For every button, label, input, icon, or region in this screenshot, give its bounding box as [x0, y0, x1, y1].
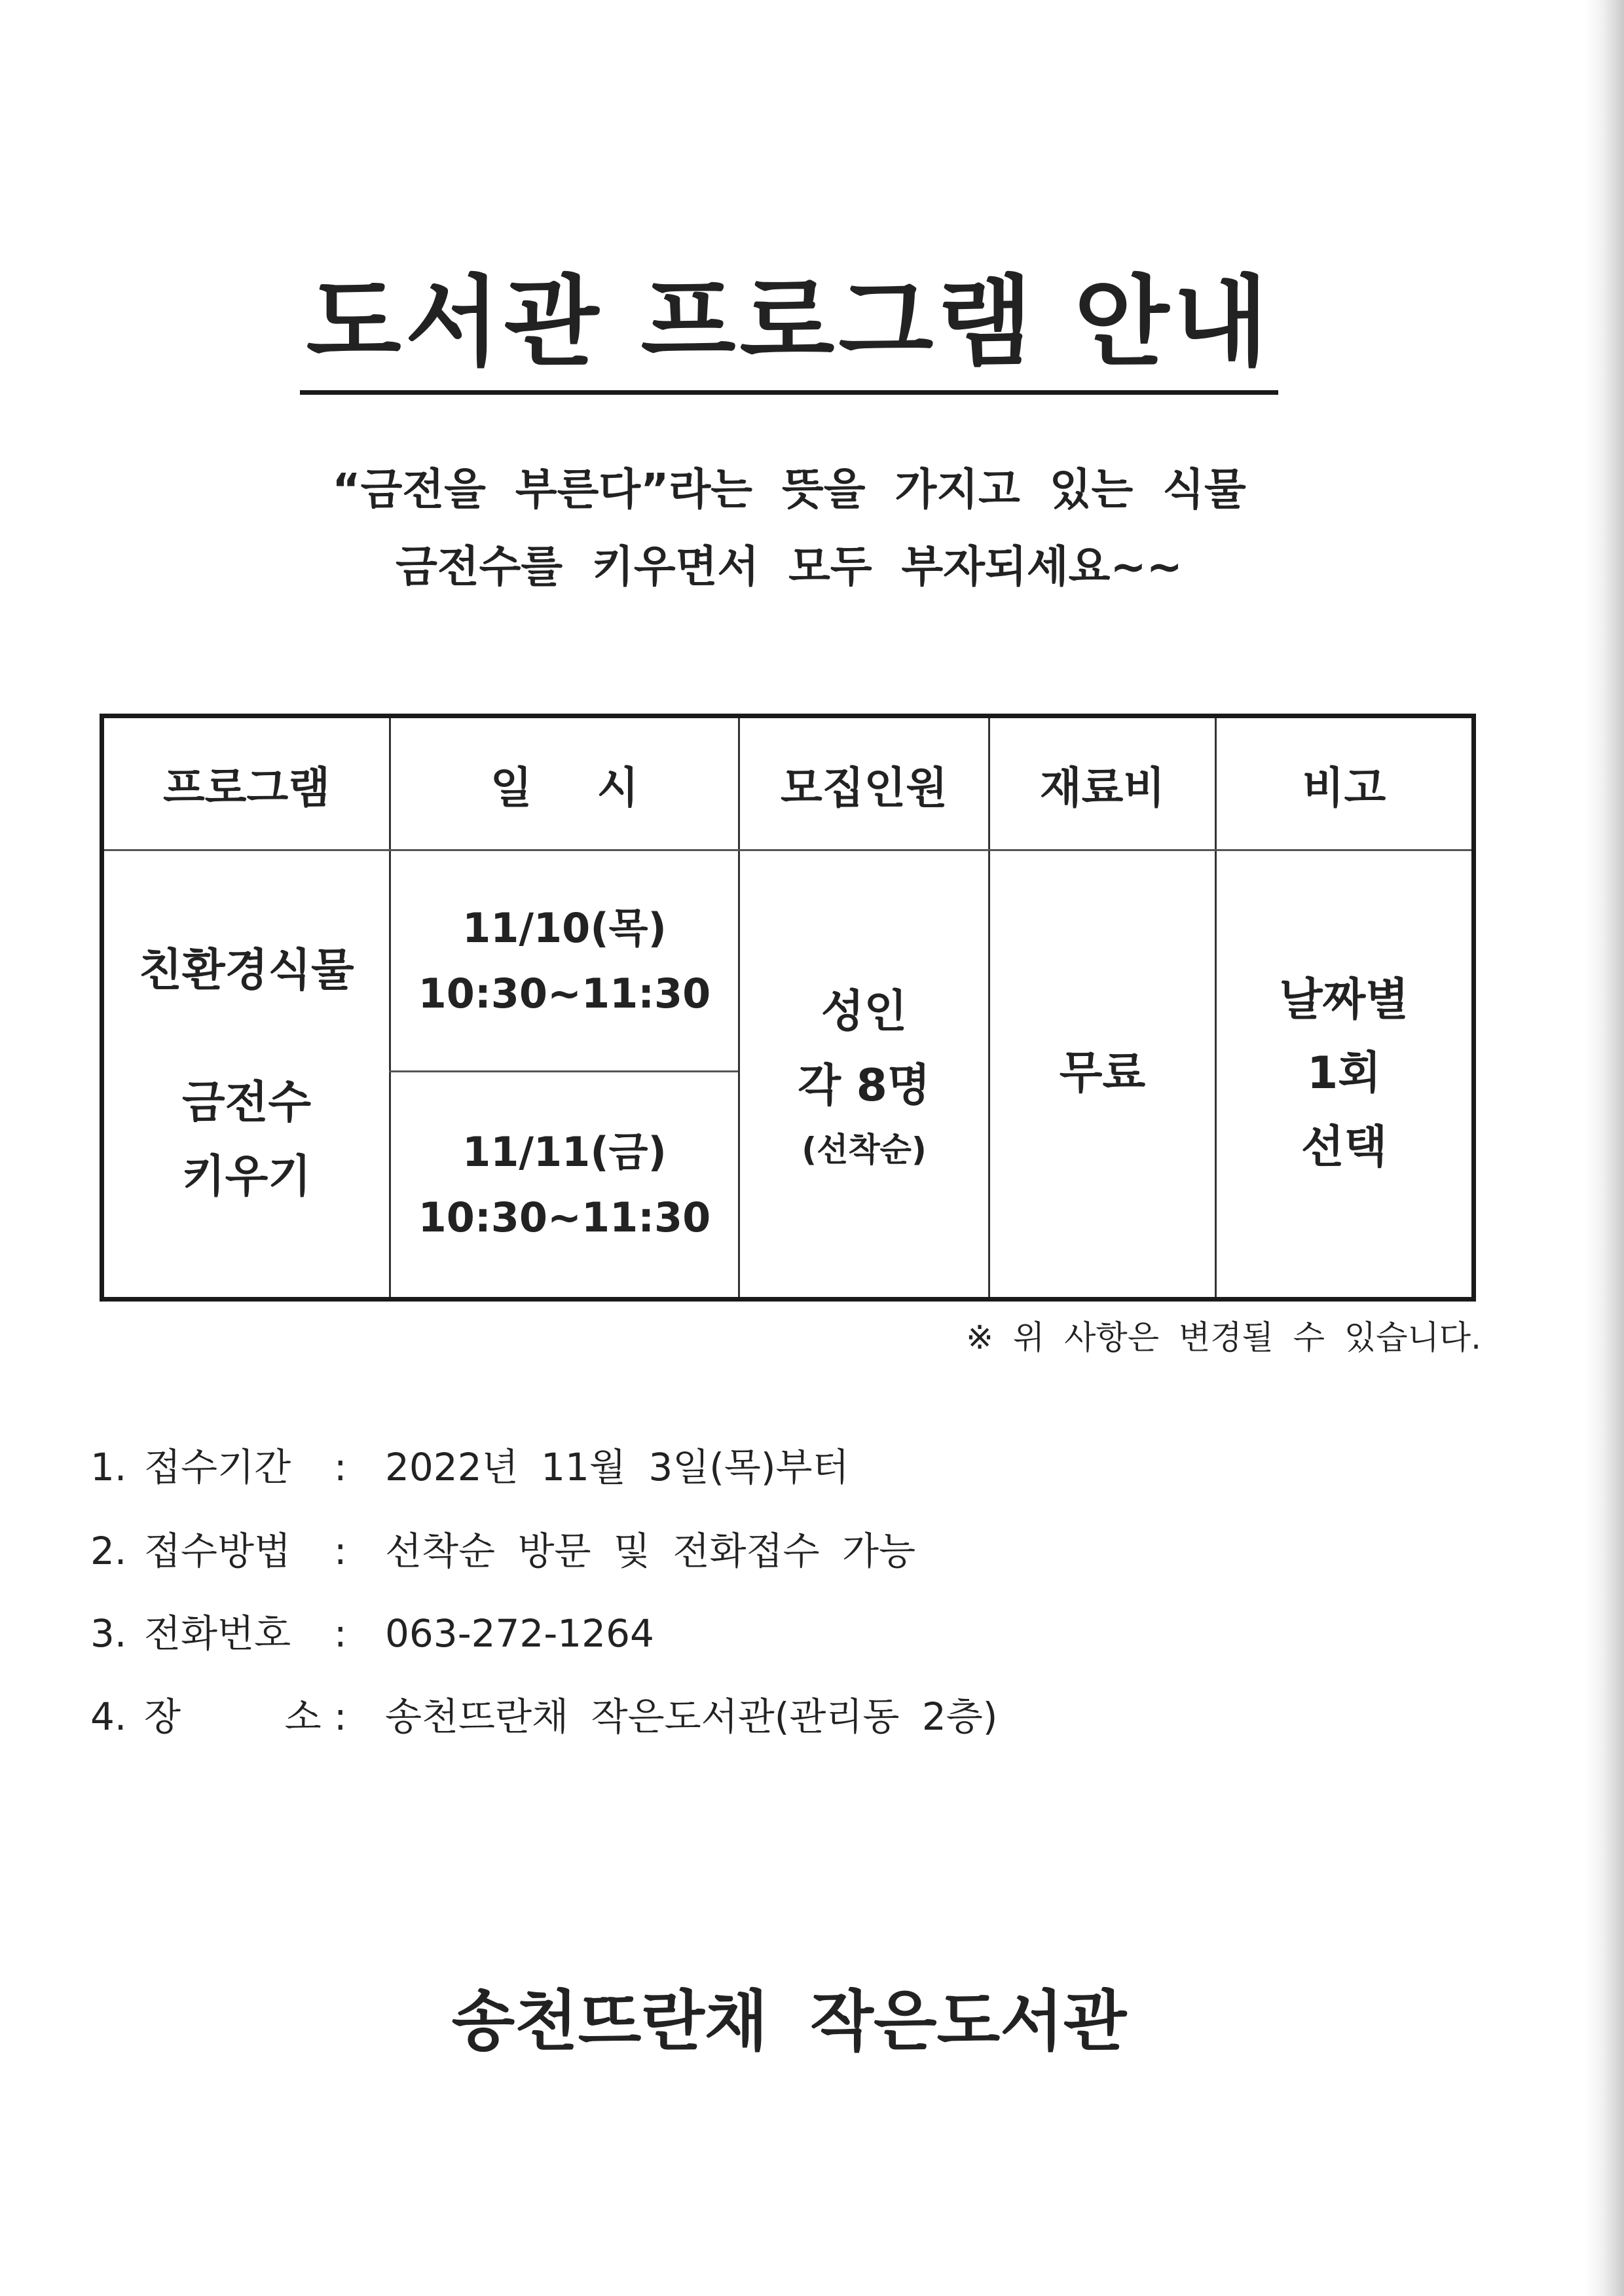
info-number: 1. — [90, 1445, 127, 1489]
library-name-footer: 송천뜨란채 작은도서관 — [451, 1983, 1127, 2060]
remark-cell — [1217, 851, 1471, 1297]
info-colon: : — [334, 1694, 347, 1739]
program-cell — [104, 851, 389, 1297]
program-name-line-1: 친환경식물 — [139, 945, 354, 997]
info-item — [90, 1611, 654, 1656]
remark-line-2: 1회 — [1306, 1048, 1381, 1100]
info-number: 4. — [90, 1694, 127, 1739]
session-date: 11/11(금) — [462, 1128, 667, 1176]
session-time: 10:30~11:30 — [418, 969, 711, 1017]
session-cell — [391, 851, 738, 1070]
header-program: 프로그램 — [162, 762, 331, 813]
page-title-text: 도서관 프로그램 안내 — [300, 274, 1279, 395]
subtitle-line-1: “금전을 부른다”라는 뜻을 가지고 있는 식물 — [332, 464, 1246, 515]
recruit-line-1: 성인 — [821, 986, 908, 1038]
info-number: 3. — [90, 1611, 127, 1656]
info-item — [90, 1529, 916, 1573]
fee-cell — [990, 851, 1215, 1297]
info-label: 전화번호 — [144, 1611, 291, 1656]
scan-edge-shadow — [1585, 0, 1624, 2296]
fee-value: 무료 — [1059, 1048, 1146, 1100]
remark-line-3: 선택 — [1301, 1121, 1388, 1173]
header-datetime: 일 시 — [490, 762, 639, 813]
info-colon: : — [334, 1445, 347, 1489]
program-name-line-3: 키우기 — [181, 1150, 312, 1203]
program-name-line-2: 금전수 — [181, 1077, 312, 1129]
info-value: 063-272-1264 — [385, 1611, 654, 1656]
subtitle-line-2: 금전수를 키우면서 모두 부자되세요~~ — [396, 541, 1183, 592]
info-value: 송천뜨란채 작은도서관(관리동 2층) — [385, 1694, 998, 1739]
recruit-cell — [740, 851, 988, 1297]
info-number: 2. — [90, 1529, 127, 1573]
info-item — [90, 1694, 998, 1739]
info-colon: : — [334, 1611, 347, 1656]
header-remark: 비고 — [1302, 762, 1386, 813]
info-colon: : — [334, 1529, 347, 1573]
session-date: 11/10(목) — [462, 904, 667, 953]
page-title — [0, 266, 1578, 395]
change-notice: ※ 위 사항은 변경될 수 있습니다. — [966, 1319, 1481, 1357]
remark-line-1: 날짜별 — [1279, 974, 1409, 1027]
info-value: 선착순 방문 및 전화접수 가능 — [385, 1529, 916, 1573]
info-item — [90, 1445, 849, 1489]
header-recruit: 모집인원 — [780, 762, 948, 813]
recruit-line-3: (선착순) — [802, 1130, 927, 1169]
recruit-line-2: 각 8명 — [798, 1059, 931, 1112]
info-label: 접수기간 — [144, 1445, 291, 1489]
session-cell — [391, 1072, 738, 1297]
session-time: 10:30~11:30 — [418, 1193, 711, 1241]
info-value: 2022년 11월 3일(목)부터 — [385, 1445, 849, 1489]
info-label: 접수방법 — [144, 1529, 291, 1573]
info-label: 장 소 — [144, 1694, 322, 1739]
header-fee: 재료비 — [1039, 762, 1166, 813]
program-table — [100, 714, 1476, 1302]
